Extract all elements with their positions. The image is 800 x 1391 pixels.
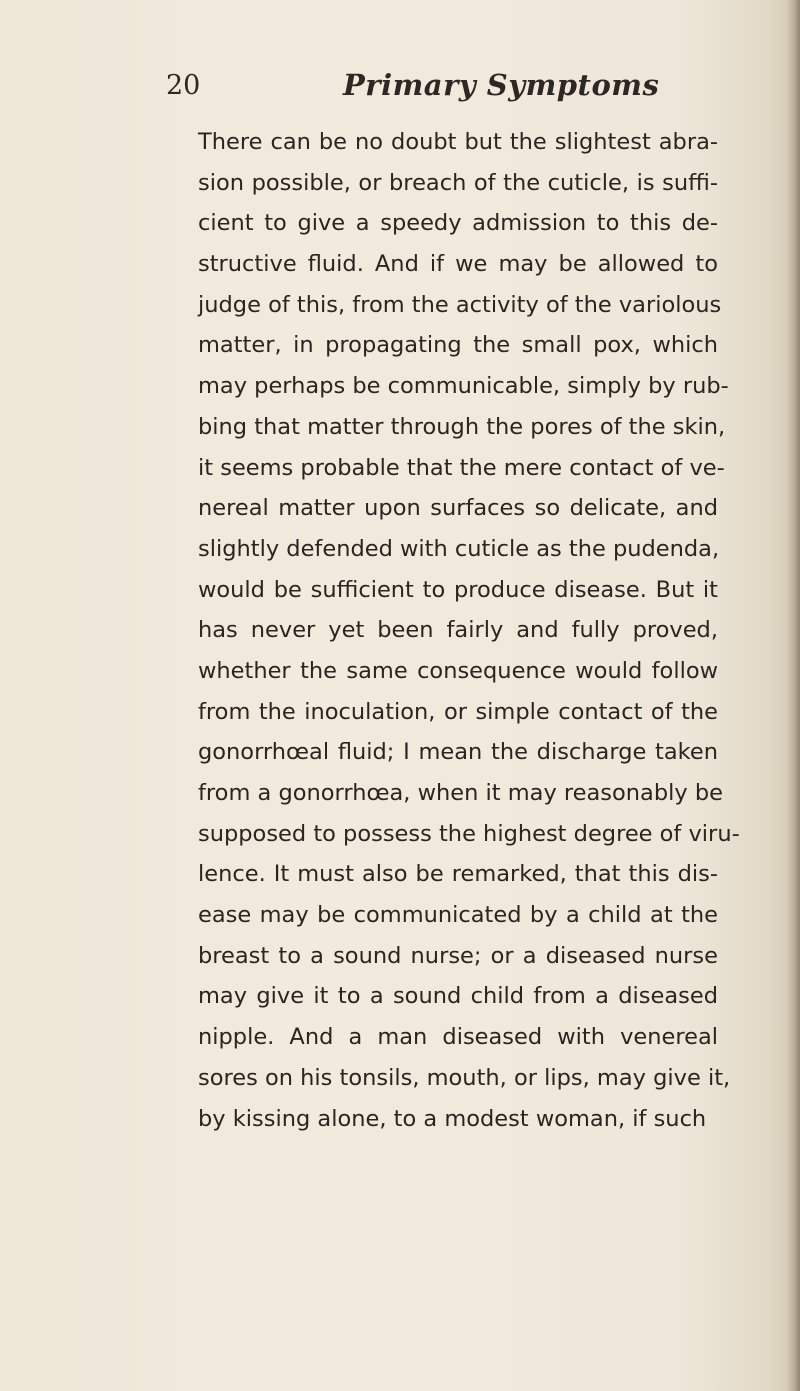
page-header: [166, 66, 726, 114]
text-line: has never yet been fairly and fully proved,: [198, 617, 718, 644]
text-line: nereal matter upon surfaces so delicate, and: [198, 495, 718, 522]
text-line: may give it to a sound child from a diseased: [198, 983, 718, 1010]
page-number: 20: [166, 70, 201, 101]
text-line: by kissing alone, to a modest woman, if such: [198, 1105, 707, 1132]
text-line: breast to a sound nurse; or a diseased nurse: [198, 942, 718, 969]
text-line: supposed to possess the highest degree of viru-: [198, 820, 740, 847]
text-line: from the inoculation, or simple contact of the: [198, 698, 718, 725]
page-edge-shadow: [786, 0, 800, 1391]
text-line: whether the same consequence would follow: [198, 657, 718, 684]
text-line: sores on his tonsils, mouth, or lips, may give it,: [198, 1064, 731, 1091]
text-line: it seems probable that the mere contact of ve-: [198, 454, 725, 481]
text-line: ease may be communicated by a child at the: [198, 902, 718, 929]
text-line: nipple. And a man diseased with venereal: [198, 1024, 718, 1051]
text-line: sion possible, or breach of the cuticle, is suffi-: [198, 169, 718, 196]
text-line: matter, in propagating the small pox, which: [198, 332, 718, 359]
text-line: There can be no doubt but the slightest abra-: [198, 129, 718, 155]
text-line: may perhaps be communicable, simply by rub-: [198, 373, 729, 400]
text-line: cient to give a speedy admission to this de-: [198, 210, 718, 237]
running-head: Primary Symptoms: [343, 68, 660, 102]
text-line: judge of this, from the activity of the variolous: [198, 291, 722, 318]
text-line: bing that matter through the pores of the skin,: [198, 413, 726, 440]
text-line: lence. It must also be remarked, that this dis-: [198, 861, 718, 888]
text-line: structive fluid. And if we may be allowed to: [198, 251, 718, 278]
body-text: [198, 122, 740, 1139]
text-line: slightly defended with cuticle as the pudenda,: [198, 535, 720, 562]
text-line: would be sufficient to produce disease. But it: [198, 576, 718, 603]
text-line: gonorrhœal fluid; I mean the discharge taken: [198, 739, 718, 766]
text-line: from a gonorrhœa, when it may reasonably be: [198, 780, 723, 806]
